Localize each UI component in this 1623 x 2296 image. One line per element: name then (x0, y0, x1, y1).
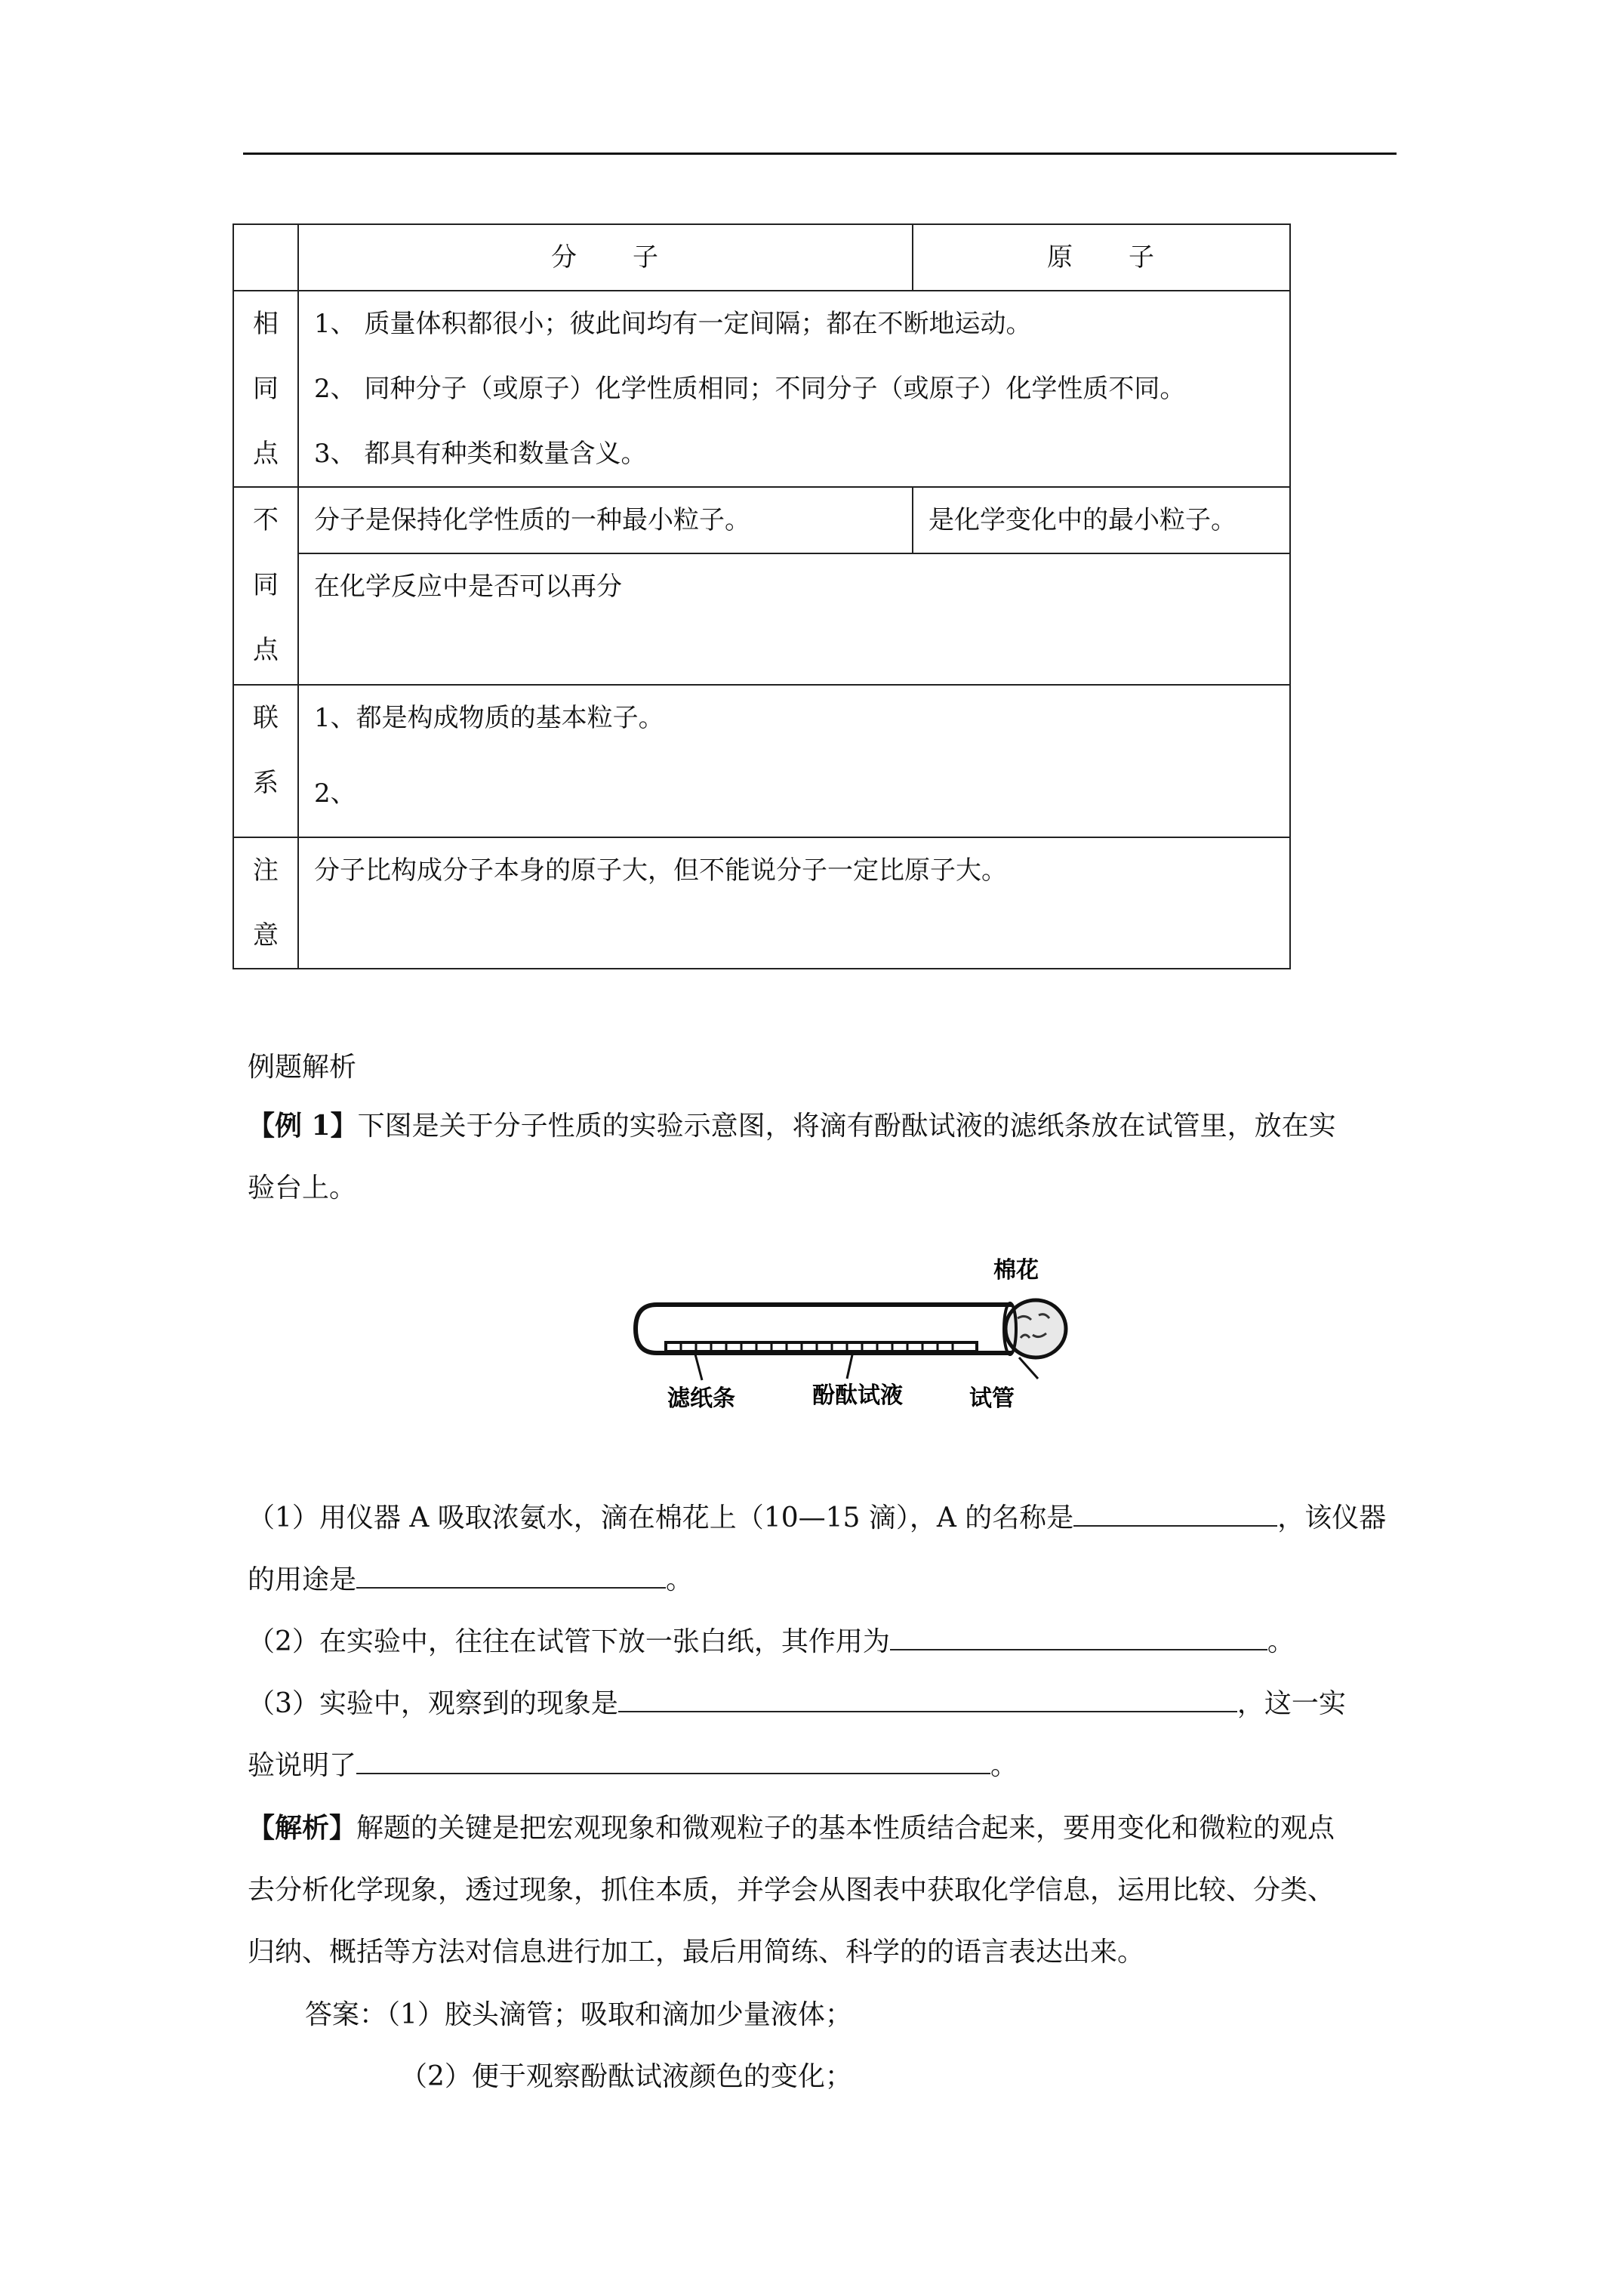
answer-1: （1）胶头滴管；吸取和滴加少量液体； (387, 1999, 852, 2030)
answer-blank-2[interactable] (356, 1561, 666, 1589)
table-row-link (233, 685, 1290, 837)
analysis (248, 1797, 1395, 1983)
experiment-figure (619, 1246, 1087, 1419)
table-row-diff-1 (233, 487, 1290, 553)
row-label-link (233, 685, 298, 837)
q1-text-a: （1）用仪器 A 吸取浓氨水，滴在棉花上（10—15 滴），A 的名称是 (248, 1502, 1074, 1533)
label-char: 同 (253, 570, 279, 600)
table-row-note (233, 837, 1290, 969)
corner-cell (233, 224, 298, 291)
row-label-diff (233, 487, 298, 685)
questions (248, 1487, 1395, 1797)
q2-text-b: 。 (1267, 1626, 1295, 1657)
question-2 (248, 1611, 1395, 1673)
note-cell: 分子比构成分子本身的原子大，但不能说分子一定比原子大。 (298, 837, 1290, 969)
answer-label: 答案： (305, 1999, 387, 2030)
question-3-cont (248, 1735, 1395, 1797)
diff-atom-cell: 是化学变化中的最小粒子。 (913, 487, 1290, 553)
label-char: 联 (253, 703, 279, 733)
table-row-diff-2 (233, 553, 1290, 685)
header-molecule: 分 子 (298, 224, 913, 291)
same-item-3: 3、 都具有种类和数量含义。 (314, 439, 647, 469)
row-label-note (233, 837, 298, 969)
link-cell (298, 685, 1290, 837)
diff-molecule-cell: 分子是保持化学性质的一种最小粒子。 (298, 487, 913, 553)
q2-text-a: （2）在实验中，往往在试管下放一张白纸，其作用为 (248, 1626, 890, 1657)
section-title: 例题解析 (248, 1052, 357, 1083)
label-char: 意 (253, 920, 279, 951)
answer-blank-1[interactable] (1073, 1499, 1277, 1527)
analysis-line-1: 解题的关键是把宏观现象和微观粒子的基本性质结合起来，要用变化和微粒的观点 (356, 1813, 1335, 1844)
label-char: 同 (253, 374, 279, 404)
header-atom: 原 子 (913, 224, 1290, 291)
label-filter-strip: 滤纸条 (667, 1385, 735, 1412)
table-header-row (233, 224, 1290, 291)
label-char: 注 (253, 855, 279, 886)
label-char: 相 (253, 309, 279, 339)
answer-line-1 (305, 1984, 852, 2046)
example-1 (248, 1095, 1395, 1219)
q3-text-c: 验说明了 (248, 1750, 357, 1781)
same-item-1: 1、 质量体积都很小；彼此间均有一定间隔；都在不断地运动。 (314, 309, 1032, 339)
analysis-line-3: 归纳、概括等方法对信息进行加工，最后用简练、科学的的语言表达出来。 (248, 1937, 1145, 1968)
same-points-cell (298, 291, 1290, 487)
q1-text-d: 。 (666, 1564, 694, 1595)
answer-2: （2）便于观察酚酞试液颜色的变化； (400, 2061, 852, 2092)
table-row-same (233, 291, 1290, 487)
row-label-same (233, 291, 298, 487)
comparison-table (233, 223, 1291, 969)
label-phenolphthalein: 酚酞试液 (812, 1382, 903, 1409)
q3-text-d: 。 (990, 1750, 1018, 1781)
label-cotton: 棉花 (993, 1257, 1039, 1284)
link-item-1: 1、都是构成物质的基本粒子。 (314, 703, 664, 733)
q1-text-b: ，该仪器 (1277, 1502, 1387, 1533)
header-rule (243, 153, 1397, 155)
label-char: 点 (253, 439, 279, 469)
q1-text-c: 的用途是 (248, 1564, 357, 1595)
label-char: 点 (253, 635, 279, 665)
label-char: 系 (253, 768, 279, 798)
analysis-line-2: 去分析化学现象，透过现象，抓住本质，并学会从图表中获取化学信息，运用比较、分类、 (248, 1875, 1335, 1906)
question-1 (248, 1487, 1395, 1549)
same-item-2: 2、 同种分子（或原子）化学性质相同；不同分子（或原子）化学性质不同。 (314, 374, 1186, 404)
answer-blank-3[interactable] (890, 1623, 1267, 1650)
example-tag: 【例 1】 (248, 1110, 358, 1142)
filter-strip-shape (666, 1342, 977, 1351)
diff-reaction-cell: 在化学反应中是否可以再分 (298, 553, 1290, 685)
example-text-2: 验台上。 (248, 1173, 357, 1203)
answer-blank-4[interactable] (618, 1685, 1237, 1712)
question-1-cont (248, 1549, 1395, 1611)
answer-blank-5[interactable] (356, 1747, 990, 1774)
link-item-2: 2、 (314, 778, 356, 809)
example-text-1: 下图是关于分子性质的实验示意图，将滴有酚酞试液的滤纸条放在试管里，放在实 (357, 1111, 1336, 1142)
label-test-tube: 试管 (969, 1385, 1015, 1412)
question-3 (248, 1673, 1395, 1735)
label-char: 不 (253, 505, 279, 535)
analysis-tag: 【解析】 (248, 1812, 357, 1844)
q3-text-a: （3）实验中，观察到的现象是 (248, 1688, 618, 1719)
q3-text-b: ，这一实 (1236, 1688, 1346, 1719)
